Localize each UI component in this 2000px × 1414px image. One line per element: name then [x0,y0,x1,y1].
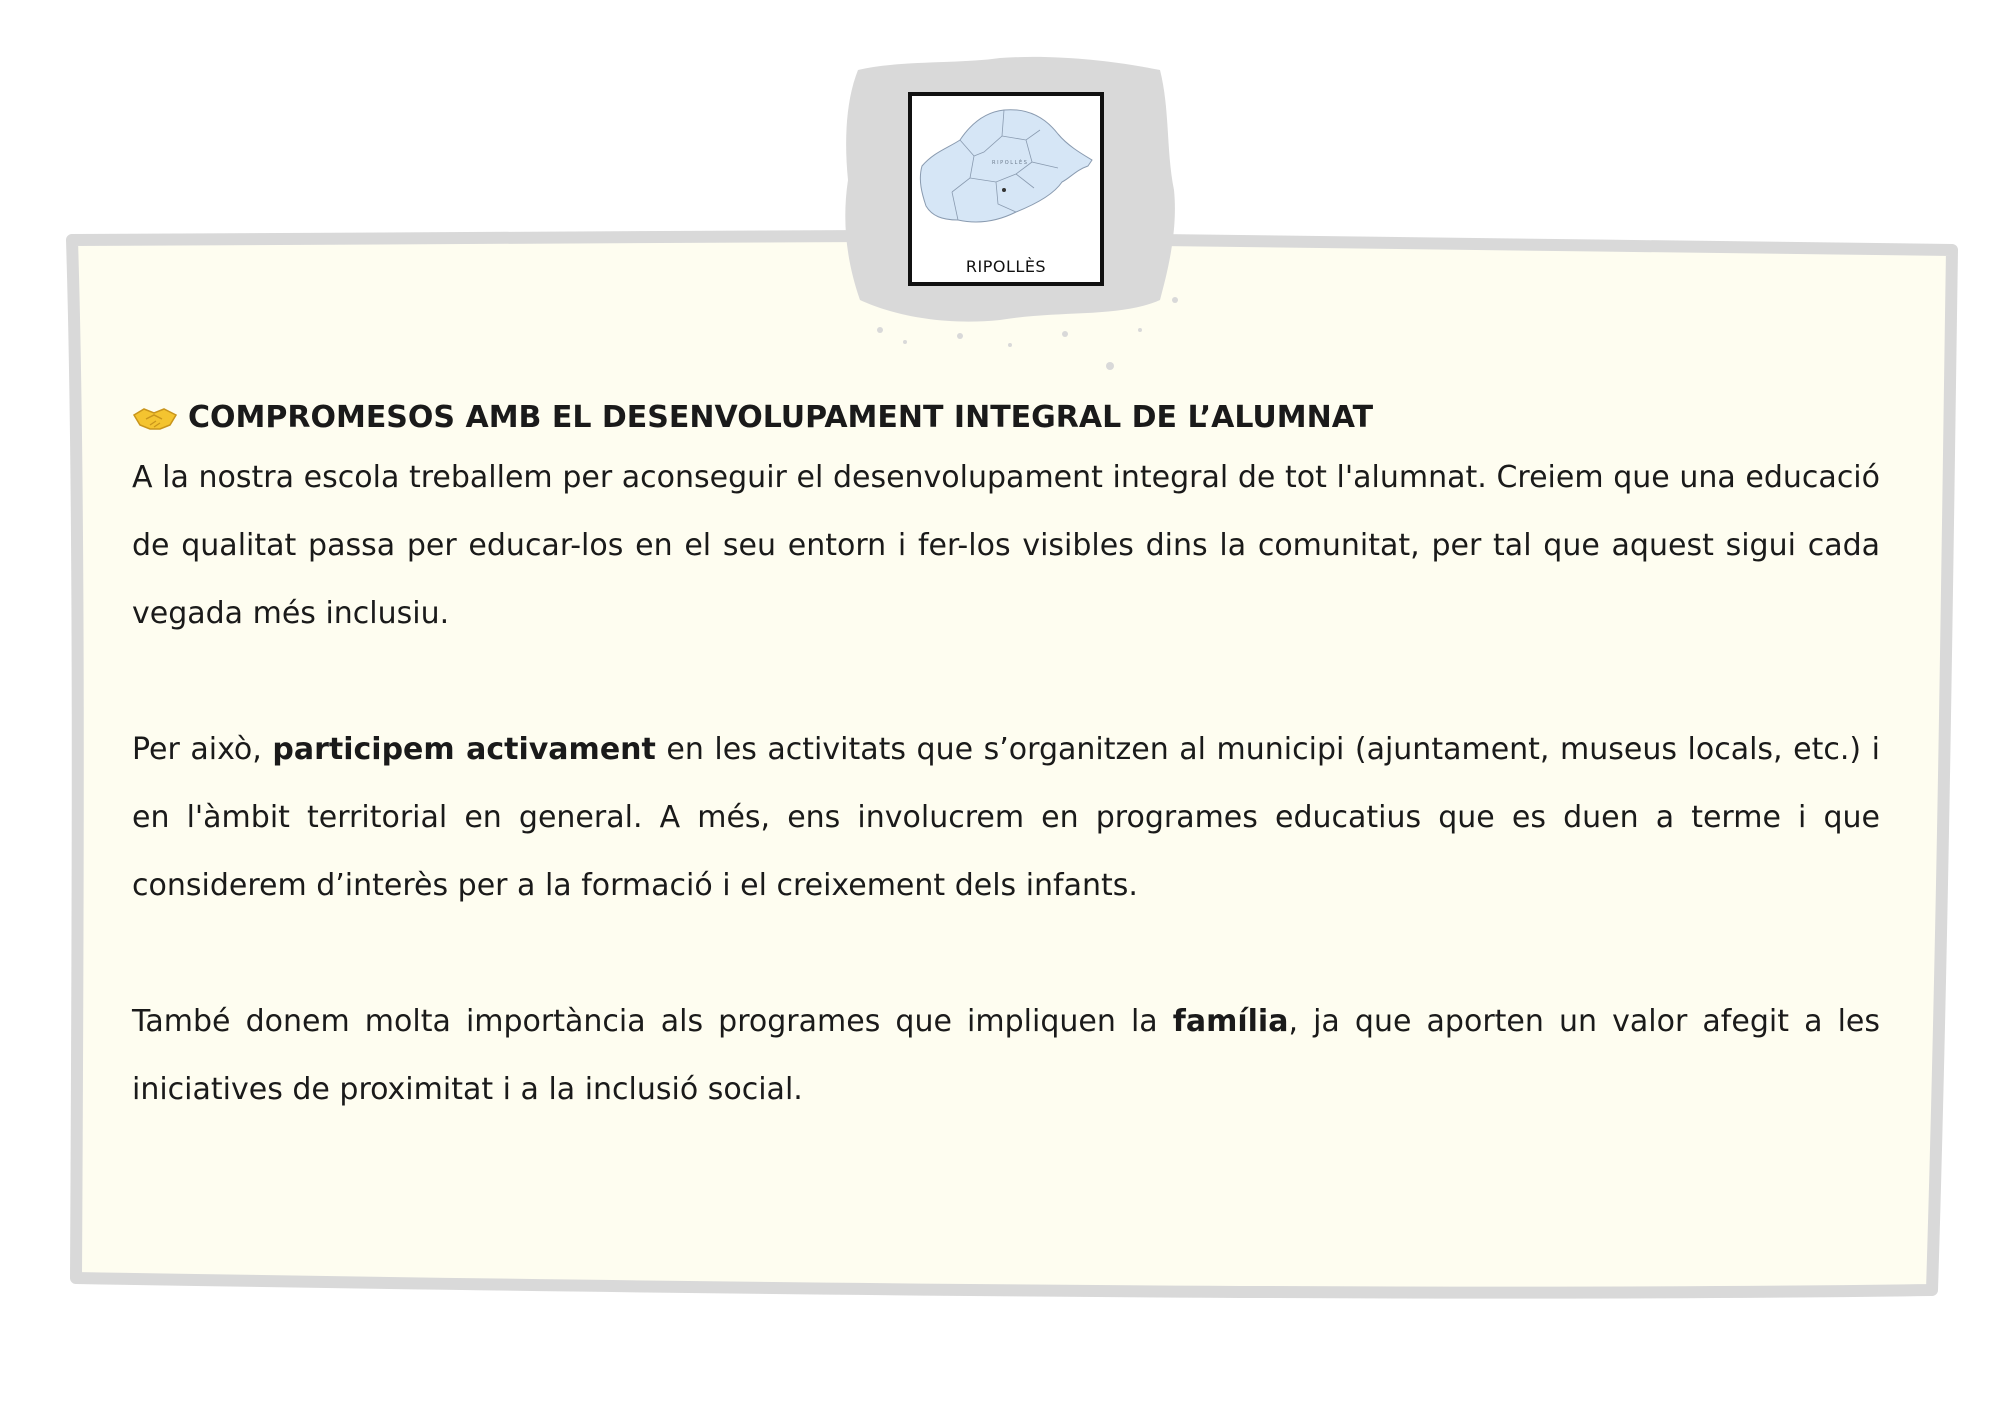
paragraph-3 [132,988,1880,1124]
section-heading [132,392,1880,444]
paragraph-2-start: Per això, [132,732,273,767]
paragraph-3-end: , ja que aporten un valor afegit a les iniciatives de proximitat i a la inclusió social. [132,1004,1880,1107]
region-badge [908,92,1104,286]
region-map-icon [912,96,1100,256]
paragraph-2-end: en les activitats que s’organitzen al municipi (ajuntament, museus locals, etc.) i en l'àmbit territorial en general. A més, ens involucrem en programes educatius que es duen a terme i que considerem d’interès per a la formació i el creixement dels infants. [132,732,1880,903]
section-heading-text: COMPROMESOS AMB EL DESENVOLUPAMENT INTEGRAL DE L’ALUMNAT [188,400,1374,435]
paragraph-2 [132,716,1880,920]
paragraph-2-bold: participem activament [272,732,656,767]
badge-label: RIPOLLÈS [965,257,1047,276]
svg-text:R I P O L L È S: R I P O L L È S [992,160,1027,166]
paragraph-3-bold: família [1172,1004,1289,1039]
paragraph-1: A la nostra escola treballem per aconseguir el desenvolupament integral de tot l'alumnat. Creiem que una educació de qualitat passa per educar-los en el seu entorn i fer-los visibles dins la comunitat, per tal que aquest sigui cada vegada més inclusiu. [132,460,1880,631]
handshake-icon [132,403,178,433]
paragraph-3-start: També donem molta importància als programes que impliquen la [132,1004,1173,1039]
main-content [132,392,1880,1124]
